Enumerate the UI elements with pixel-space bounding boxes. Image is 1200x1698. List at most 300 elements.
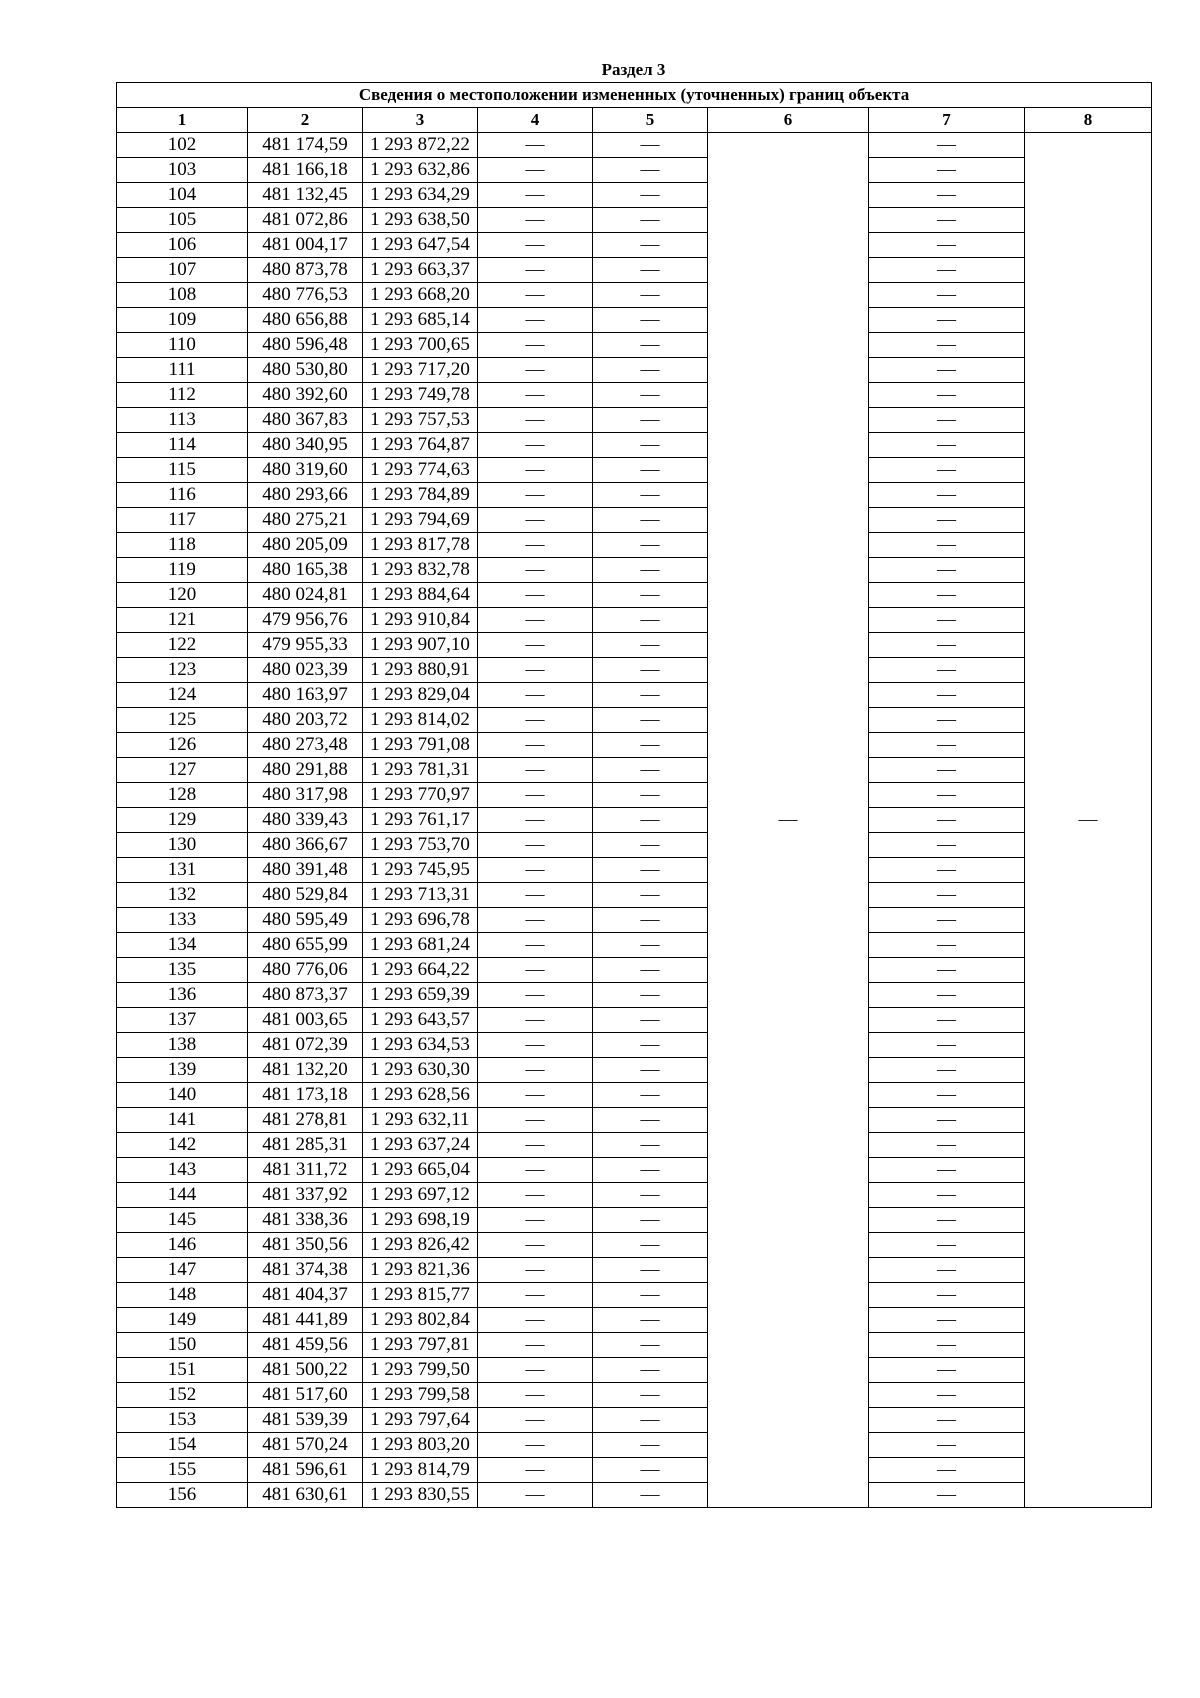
- table-row: [117, 808, 1152, 833]
- column-header-7: 7: [869, 108, 1025, 133]
- coordinate-y-cell: 1 293 697,12: [363, 1183, 478, 1208]
- column-7-dash-cell: —: [869, 1058, 1025, 1083]
- column-5-dash-cell: —: [593, 958, 708, 983]
- column-4-dash-cell: —: [478, 358, 593, 383]
- column-4-dash-cell: —: [478, 983, 593, 1008]
- coordinate-y-cell: 1 293 634,29: [363, 183, 478, 208]
- coordinate-y-cell: 1 293 634,53: [363, 1033, 478, 1058]
- column-5-dash-cell: —: [593, 633, 708, 658]
- column-5-dash-cell: —: [593, 908, 708, 933]
- coordinate-y-cell: 1 293 757,53: [363, 408, 478, 433]
- point-number-cell: 125: [117, 708, 248, 733]
- point-number-cell: 136: [117, 983, 248, 1008]
- column-7-dash-cell: —: [869, 508, 1025, 533]
- coordinate-x-cell: 481 285,31: [248, 1133, 363, 1158]
- column-5-dash-cell: —: [593, 483, 708, 508]
- column-7-dash-cell: —: [869, 333, 1025, 358]
- table-row: [117, 1483, 1152, 1508]
- coordinate-x-cell: 481 500,22: [248, 1358, 363, 1383]
- point-number-cell: 142: [117, 1133, 248, 1158]
- column-5-dash-cell: —: [593, 1433, 708, 1458]
- coordinate-y-cell: 1 293 832,78: [363, 558, 478, 583]
- table-row: [117, 483, 1152, 508]
- coordinate-x-cell: 481 338,36: [248, 1208, 363, 1233]
- column-4-dash-cell: —: [478, 1258, 593, 1283]
- column-4-dash-cell: —: [478, 658, 593, 683]
- column-header-2: 2: [248, 108, 363, 133]
- table-row: [117, 158, 1152, 183]
- coordinate-y-cell: 1 293 637,24: [363, 1133, 478, 1158]
- column-5-dash-cell: —: [593, 358, 708, 383]
- table-row: [117, 833, 1152, 858]
- column-7-dash-cell: —: [869, 683, 1025, 708]
- coordinate-x-cell: 481 404,37: [248, 1283, 363, 1308]
- coordinate-x-cell: 480 205,09: [248, 533, 363, 558]
- column-4-dash-cell: —: [478, 958, 593, 983]
- coordinate-y-cell: 1 293 659,39: [363, 983, 478, 1008]
- coordinate-y-cell: 1 293 829,04: [363, 683, 478, 708]
- column-7-dash-cell: —: [869, 1108, 1025, 1133]
- coordinate-y-cell: 1 293 774,63: [363, 458, 478, 483]
- column-4-dash-cell: —: [478, 708, 593, 733]
- column-7-dash-cell: —: [869, 208, 1025, 233]
- table-row: [117, 233, 1152, 258]
- coordinate-y-cell: 1 293 647,54: [363, 233, 478, 258]
- coordinate-y-cell: 1 293 907,10: [363, 633, 478, 658]
- column-header-6: 6: [708, 108, 869, 133]
- table-row: [117, 633, 1152, 658]
- column-7-dash-cell: —: [869, 1158, 1025, 1183]
- coordinate-y-cell: 1 293 664,22: [363, 958, 478, 983]
- column-5-dash-cell: —: [593, 1283, 708, 1308]
- coordinate-y-cell: 1 293 784,89: [363, 483, 478, 508]
- table-row: [117, 883, 1152, 908]
- table-row: [117, 1083, 1152, 1108]
- column-4-dash-cell: —: [478, 483, 593, 508]
- point-number-cell: 132: [117, 883, 248, 908]
- table-row: [117, 783, 1152, 808]
- column-4-dash-cell: —: [478, 733, 593, 758]
- column-5-dash-cell: —: [593, 1333, 708, 1358]
- column-4-dash-cell: —: [478, 1083, 593, 1108]
- column-5-dash-cell: —: [593, 1133, 708, 1158]
- table-row: [117, 1008, 1152, 1033]
- column-4-dash-cell: —: [478, 833, 593, 858]
- column-7-dash-cell: —: [869, 758, 1025, 783]
- table-row: [117, 458, 1152, 483]
- column-4-dash-cell: —: [478, 608, 593, 633]
- table-row: [117, 308, 1152, 333]
- column-4-dash-cell: —: [478, 1108, 593, 1133]
- coordinate-x-cell: 481 337,92: [248, 1183, 363, 1208]
- column-4-dash-cell: —: [478, 1283, 593, 1308]
- column-5-dash-cell: —: [593, 1383, 708, 1408]
- point-number-cell: 145: [117, 1208, 248, 1233]
- coordinate-x-cell: 481 174,59: [248, 133, 363, 158]
- column-7-dash-cell: —: [869, 833, 1025, 858]
- coordinate-y-cell: 1 293 668,20: [363, 283, 478, 308]
- column-7-dash-cell: —: [869, 458, 1025, 483]
- column-4-dash-cell: —: [478, 133, 593, 158]
- column-4-dash-cell: —: [478, 808, 593, 833]
- column-4-dash-cell: —: [478, 558, 593, 583]
- column-7-dash-cell: —: [869, 383, 1025, 408]
- column-5-dash-cell: —: [593, 1458, 708, 1483]
- table-row: [117, 1258, 1152, 1283]
- coordinate-y-cell: 1 293 797,64: [363, 1408, 478, 1433]
- column-7-dash-cell: —: [869, 1233, 1025, 1258]
- point-number-cell: 130: [117, 833, 248, 858]
- point-number-cell: 154: [117, 1433, 248, 1458]
- column-5-dash-cell: —: [593, 583, 708, 608]
- table-row: [117, 1183, 1152, 1208]
- column-7-dash-cell: —: [869, 158, 1025, 183]
- coordinate-x-cell: 481 441,89: [248, 1308, 363, 1333]
- coordinate-y-cell: 1 293 826,42: [363, 1233, 478, 1258]
- coordinate-x-cell: 481 072,86: [248, 208, 363, 233]
- table-row: [117, 358, 1152, 383]
- coordinate-y-cell: 1 293 815,77: [363, 1283, 478, 1308]
- column-5-dash-cell: —: [593, 408, 708, 433]
- coordinate-x-cell: 481 630,61: [248, 1483, 363, 1508]
- point-number-cell: 135: [117, 958, 248, 983]
- column-4-dash-cell: —: [478, 1458, 593, 1483]
- table-row: [117, 408, 1152, 433]
- column-5-dash-cell: —: [593, 933, 708, 958]
- point-number-cell: 110: [117, 333, 248, 358]
- point-number-cell: 102: [117, 133, 248, 158]
- point-number-cell: 109: [117, 308, 248, 333]
- column-5-dash-cell: —: [593, 208, 708, 233]
- table-row: [117, 1283, 1152, 1308]
- column-4-dash-cell: —: [478, 1358, 593, 1383]
- point-number-cell: 147: [117, 1258, 248, 1283]
- table-row: [117, 1108, 1152, 1133]
- column-4-dash-cell: —: [478, 1133, 593, 1158]
- table-row: [117, 933, 1152, 958]
- column-7-dash-cell: —: [869, 283, 1025, 308]
- coordinate-x-cell: 480 291,88: [248, 758, 363, 783]
- coordinate-x-cell: 481 374,38: [248, 1258, 363, 1283]
- point-number-cell: 153: [117, 1408, 248, 1433]
- point-number-cell: 138: [117, 1033, 248, 1058]
- point-number-cell: 111: [117, 358, 248, 383]
- column-7-dash-cell: —: [869, 1358, 1025, 1383]
- column-4-dash-cell: —: [478, 783, 593, 808]
- coordinate-x-cell: 480 873,78: [248, 258, 363, 283]
- column-5-dash-cell: —: [593, 758, 708, 783]
- table-row: [117, 433, 1152, 458]
- coordinate-x-cell: 480 595,49: [248, 908, 363, 933]
- coordinate-x-cell: 480 873,37: [248, 983, 363, 1008]
- coordinate-x-cell: 480 655,99: [248, 933, 363, 958]
- column-4-dash-cell: —: [478, 283, 593, 308]
- coordinate-y-cell: 1 293 872,22: [363, 133, 478, 158]
- column-5-dash-cell: —: [593, 708, 708, 733]
- column-5-dash-cell: —: [593, 608, 708, 633]
- column-4-dash-cell: —: [478, 1183, 593, 1208]
- table-row: [117, 208, 1152, 233]
- coordinate-y-cell: 1 293 761,17: [363, 808, 478, 833]
- column-4-dash-cell: —: [478, 1233, 593, 1258]
- point-number-cell: 121: [117, 608, 248, 633]
- point-number-cell: 137: [117, 1008, 248, 1033]
- table-row: [117, 1233, 1152, 1258]
- coordinate-x-cell: 480 367,83: [248, 408, 363, 433]
- table-row: [117, 1383, 1152, 1408]
- column-7-dash-cell: —: [869, 1258, 1025, 1283]
- coordinate-x-cell: 480 163,97: [248, 683, 363, 708]
- table-row: [117, 658, 1152, 683]
- table-row: [117, 1458, 1152, 1483]
- point-number-cell: 141: [117, 1108, 248, 1133]
- coordinate-x-cell: 480 340,95: [248, 433, 363, 458]
- column-5-dash-cell: —: [593, 558, 708, 583]
- column-4-dash-cell: —: [478, 1483, 593, 1508]
- column-7-dash-cell: —: [869, 1033, 1025, 1058]
- column-4-dash-cell: —: [478, 208, 593, 233]
- table-row: [117, 1308, 1152, 1333]
- coordinate-x-cell: 481 539,39: [248, 1408, 363, 1433]
- coordinate-x-cell: 480 273,48: [248, 733, 363, 758]
- column-7-dash-cell: —: [869, 1083, 1025, 1108]
- coordinate-y-cell: 1 293 880,91: [363, 658, 478, 683]
- column-8-merged-dash-cell: —: [1025, 133, 1152, 1508]
- table-row: [117, 983, 1152, 1008]
- coordinate-x-cell: 481 278,81: [248, 1108, 363, 1133]
- coordinate-x-cell: 480 317,98: [248, 783, 363, 808]
- column-7-dash-cell: —: [869, 733, 1025, 758]
- table-caption-row: [117, 83, 1152, 108]
- point-number-cell: 128: [117, 783, 248, 808]
- column-7-dash-cell: —: [869, 983, 1025, 1008]
- coordinate-x-cell: 481 004,17: [248, 233, 363, 258]
- coordinate-x-cell: 480 275,21: [248, 508, 363, 533]
- coordinate-x-cell: 480 596,48: [248, 333, 363, 358]
- point-number-cell: 122: [117, 633, 248, 658]
- table-row: [117, 1058, 1152, 1083]
- coordinate-y-cell: 1 293 802,84: [363, 1308, 478, 1333]
- column-4-dash-cell: —: [478, 258, 593, 283]
- table-row: [117, 708, 1152, 733]
- column-4-dash-cell: —: [478, 1333, 593, 1358]
- coordinate-y-cell: 1 293 717,20: [363, 358, 478, 383]
- coordinate-y-cell: 1 293 817,78: [363, 533, 478, 558]
- coordinate-x-cell: 480 024,81: [248, 583, 363, 608]
- column-5-dash-cell: —: [593, 458, 708, 483]
- point-number-cell: 112: [117, 383, 248, 408]
- table-row: [117, 508, 1152, 533]
- table-row: [117, 733, 1152, 758]
- column-7-dash-cell: —: [869, 1408, 1025, 1433]
- coordinate-y-cell: 1 293 781,31: [363, 758, 478, 783]
- column-5-dash-cell: —: [593, 808, 708, 833]
- column-5-dash-cell: —: [593, 183, 708, 208]
- coordinate-y-cell: 1 293 753,70: [363, 833, 478, 858]
- coordinate-y-cell: 1 293 803,20: [363, 1433, 478, 1458]
- coordinate-x-cell: 481 166,18: [248, 158, 363, 183]
- column-4-dash-cell: —: [478, 1383, 593, 1408]
- column-5-dash-cell: —: [593, 283, 708, 308]
- coordinate-x-cell: 479 956,76: [248, 608, 363, 633]
- column-5-dash-cell: —: [593, 333, 708, 358]
- coordinate-x-cell: 480 023,39: [248, 658, 363, 683]
- point-number-cell: 124: [117, 683, 248, 708]
- column-7-dash-cell: —: [869, 1208, 1025, 1233]
- point-number-cell: 148: [117, 1283, 248, 1308]
- table-row: [117, 1133, 1152, 1158]
- column-4-dash-cell: —: [478, 433, 593, 458]
- coordinate-y-cell: 1 293 685,14: [363, 308, 478, 333]
- column-5-dash-cell: —: [593, 383, 708, 408]
- column-4-dash-cell: —: [478, 383, 593, 408]
- coordinate-y-cell: 1 293 700,65: [363, 333, 478, 358]
- table-row: [117, 383, 1152, 408]
- table-caption: Сведения о местоположении измененных (уточненных) границ объекта: [117, 83, 1152, 108]
- table-row: [117, 1208, 1152, 1233]
- column-7-dash-cell: —: [869, 258, 1025, 283]
- column-5-dash-cell: —: [593, 1058, 708, 1083]
- column-4-dash-cell: —: [478, 1058, 593, 1083]
- column-5-dash-cell: —: [593, 1308, 708, 1333]
- column-5-dash-cell: —: [593, 258, 708, 283]
- column-5-dash-cell: —: [593, 1033, 708, 1058]
- point-number-cell: 126: [117, 733, 248, 758]
- coordinate-y-cell: 1 293 745,95: [363, 858, 478, 883]
- column-4-dash-cell: —: [478, 583, 593, 608]
- column-4-dash-cell: —: [478, 1308, 593, 1333]
- table-row: [117, 908, 1152, 933]
- column-7-dash-cell: —: [869, 883, 1025, 908]
- column-5-dash-cell: —: [593, 883, 708, 908]
- column-7-dash-cell: —: [869, 1283, 1025, 1308]
- coordinate-y-cell: 1 293 630,30: [363, 1058, 478, 1083]
- column-5-dash-cell: —: [593, 533, 708, 558]
- coordinate-x-cell: 480 319,60: [248, 458, 363, 483]
- column-header-1: 1: [117, 108, 248, 133]
- point-number-cell: 149: [117, 1308, 248, 1333]
- coordinate-x-cell: 481 459,56: [248, 1333, 363, 1358]
- point-number-cell: 105: [117, 208, 248, 233]
- coordinate-x-cell: 479 955,33: [248, 633, 363, 658]
- column-7-dash-cell: —: [869, 608, 1025, 633]
- point-number-cell: 143: [117, 1158, 248, 1183]
- column-7-dash-cell: —: [869, 133, 1025, 158]
- coordinate-y-cell: 1 293 643,57: [363, 1008, 478, 1033]
- coordinate-x-cell: 481 003,65: [248, 1008, 363, 1033]
- point-number-cell: 108: [117, 283, 248, 308]
- coordinate-y-cell: 1 293 770,97: [363, 783, 478, 808]
- column-5-dash-cell: —: [593, 158, 708, 183]
- point-number-cell: 156: [117, 1483, 248, 1508]
- point-number-cell: 140: [117, 1083, 248, 1108]
- point-number-cell: 104: [117, 183, 248, 208]
- column-7-dash-cell: —: [869, 483, 1025, 508]
- column-5-dash-cell: —: [593, 1483, 708, 1508]
- column-5-dash-cell: —: [593, 683, 708, 708]
- coordinate-y-cell: 1 293 696,78: [363, 908, 478, 933]
- column-7-dash-cell: —: [869, 1483, 1025, 1508]
- point-number-cell: 129: [117, 808, 248, 833]
- coordinate-y-cell: 1 293 884,64: [363, 583, 478, 608]
- point-number-cell: 114: [117, 433, 248, 458]
- coordinate-y-cell: 1 293 698,19: [363, 1208, 478, 1233]
- coordinate-x-cell: 480 392,60: [248, 383, 363, 408]
- column-7-dash-cell: —: [869, 433, 1025, 458]
- point-number-cell: 119: [117, 558, 248, 583]
- table-row: [117, 583, 1152, 608]
- column-7-dash-cell: —: [869, 658, 1025, 683]
- column-4-dash-cell: —: [478, 308, 593, 333]
- column-7-dash-cell: —: [869, 958, 1025, 983]
- coordinate-y-cell: 1 293 814,79: [363, 1458, 478, 1483]
- column-7-dash-cell: —: [869, 233, 1025, 258]
- column-7-dash-cell: —: [869, 1383, 1025, 1408]
- coordinate-x-cell: 481 311,72: [248, 1158, 363, 1183]
- column-7-dash-cell: —: [869, 533, 1025, 558]
- coordinate-y-cell: 1 293 799,50: [363, 1358, 478, 1383]
- column-4-dash-cell: —: [478, 1158, 593, 1183]
- coordinate-y-cell: 1 293 663,37: [363, 258, 478, 283]
- column-5-dash-cell: —: [593, 1233, 708, 1258]
- coordinate-x-cell: 481 570,24: [248, 1433, 363, 1458]
- table-row: [117, 258, 1152, 283]
- point-number-cell: 133: [117, 908, 248, 933]
- column-4-dash-cell: —: [478, 1433, 593, 1458]
- coordinate-y-cell: 1 293 764,87: [363, 433, 478, 458]
- column-5-dash-cell: —: [593, 1108, 708, 1133]
- column-7-dash-cell: —: [869, 1433, 1025, 1458]
- column-4-dash-cell: —: [478, 933, 593, 958]
- column-7-dash-cell: —: [869, 583, 1025, 608]
- point-number-cell: 103: [117, 158, 248, 183]
- coordinate-y-cell: 1 293 814,02: [363, 708, 478, 733]
- coordinate-y-cell: 1 293 665,04: [363, 1158, 478, 1183]
- column-4-dash-cell: —: [478, 233, 593, 258]
- column-7-dash-cell: —: [869, 308, 1025, 333]
- column-5-dash-cell: —: [593, 1183, 708, 1208]
- point-number-cell: 117: [117, 508, 248, 533]
- column-5-dash-cell: —: [593, 1083, 708, 1108]
- column-7-dash-cell: —: [869, 858, 1025, 883]
- column-5-dash-cell: —: [593, 1008, 708, 1033]
- table-row: [117, 333, 1152, 358]
- column-4-dash-cell: —: [478, 1033, 593, 1058]
- column-4-dash-cell: —: [478, 458, 593, 483]
- point-number-cell: 123: [117, 658, 248, 683]
- column-4-dash-cell: —: [478, 508, 593, 533]
- column-7-dash-cell: —: [869, 633, 1025, 658]
- point-number-cell: 107: [117, 258, 248, 283]
- coordinate-y-cell: 1 293 713,31: [363, 883, 478, 908]
- column-header-3: 3: [363, 108, 478, 133]
- column-5-dash-cell: —: [593, 308, 708, 333]
- column-7-dash-cell: —: [869, 908, 1025, 933]
- table-row: [117, 608, 1152, 633]
- coordinate-x-cell: 480 165,38: [248, 558, 363, 583]
- column-5-dash-cell: —: [593, 133, 708, 158]
- coordinate-x-cell: 481 132,20: [248, 1058, 363, 1083]
- coordinate-y-cell: 1 293 799,58: [363, 1383, 478, 1408]
- column-4-dash-cell: —: [478, 1408, 593, 1433]
- point-number-cell: 146: [117, 1233, 248, 1258]
- table-row: [117, 1158, 1152, 1183]
- boundary-table: [116, 82, 1152, 1508]
- column-6-merged-dash-cell: —: [708, 133, 869, 1508]
- point-number-cell: 144: [117, 1183, 248, 1208]
- column-7-dash-cell: —: [869, 358, 1025, 383]
- coordinate-x-cell: 480 529,84: [248, 883, 363, 908]
